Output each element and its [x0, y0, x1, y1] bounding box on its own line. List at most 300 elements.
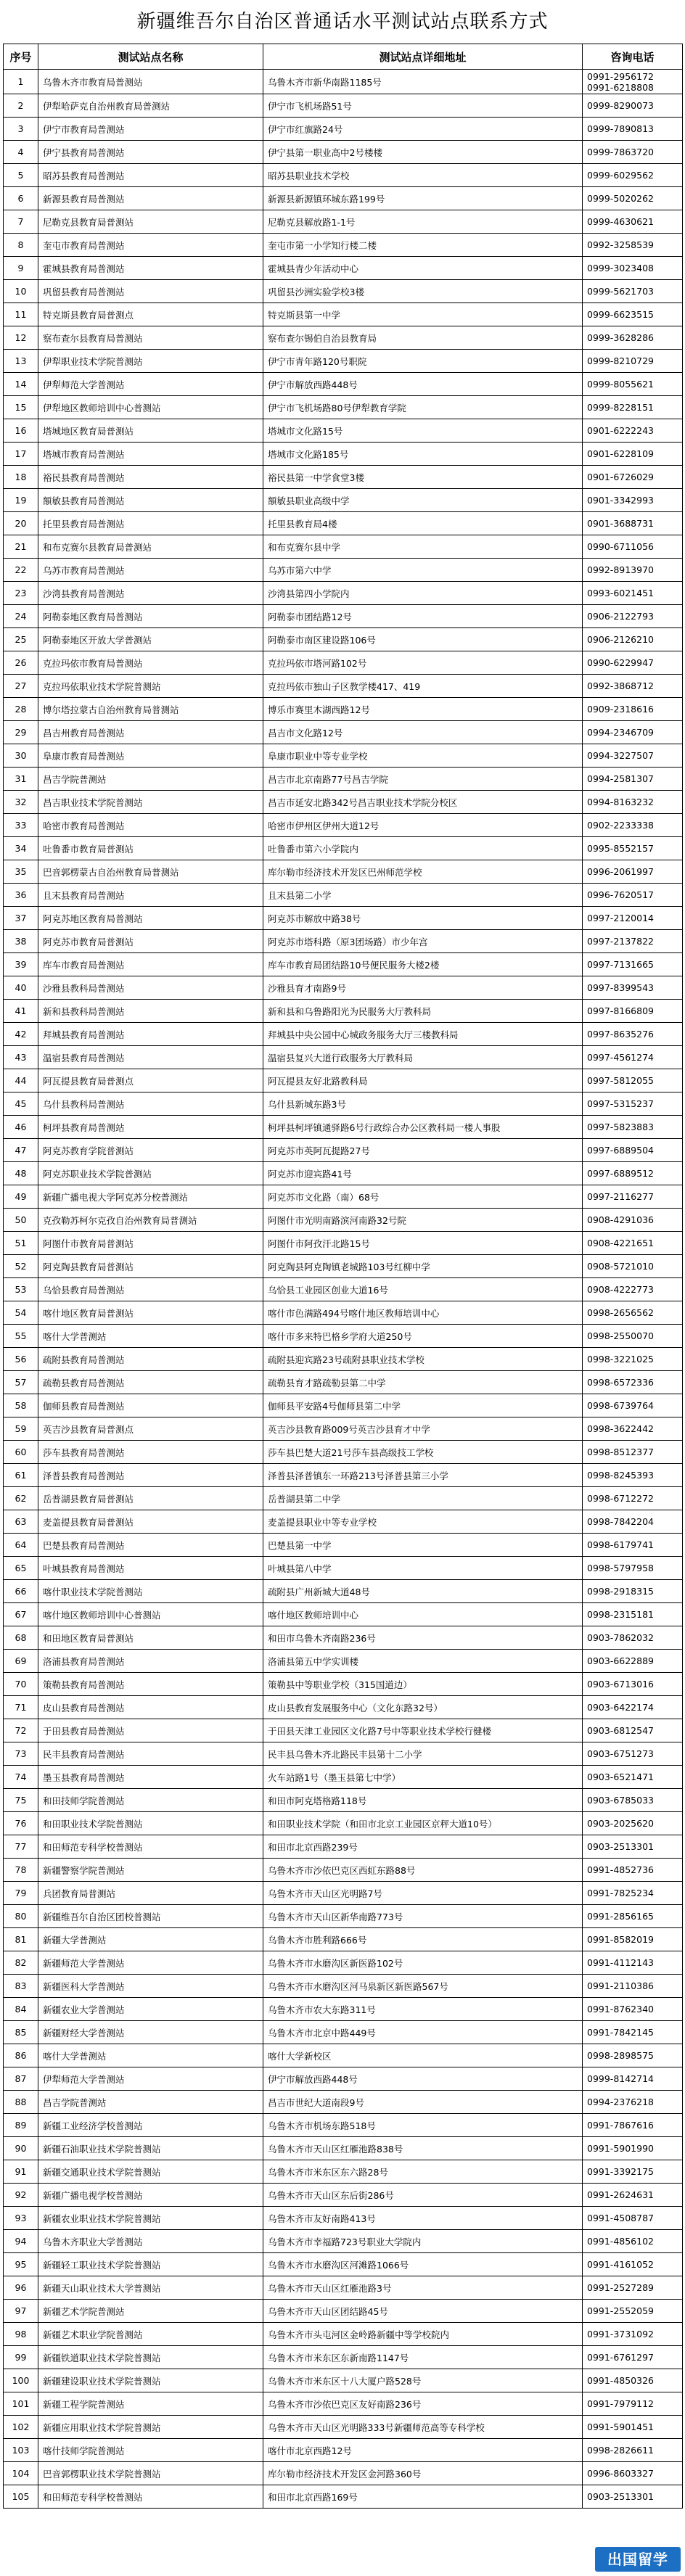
row-no-cell: 57 [4, 1371, 38, 1394]
row-phone-cell [583, 1255, 683, 1278]
row-no-cell: 65 [4, 1557, 38, 1580]
row-phone-cell [583, 1348, 683, 1371]
phone-number: 0997-8635276 [587, 1029, 654, 1040]
phone-number: 0999-8290073 [587, 100, 654, 111]
table-row [4, 1023, 683, 1046]
table-row [4, 1789, 683, 1812]
table-row [4, 1696, 683, 1719]
phone-number: 0991-5901451 [587, 2421, 654, 2432]
row-no-cell: 13 [4, 350, 38, 373]
phone-number: 0999-8210729 [587, 355, 654, 366]
row-phone-cell [583, 466, 683, 489]
row-phone-cell [583, 1580, 683, 1603]
table-row [4, 791, 683, 814]
row-no-cell: 60 [4, 1441, 38, 1464]
table-row [4, 1928, 683, 1951]
table-row [4, 884, 683, 907]
row-phone-cell [583, 2276, 683, 2300]
table-row [4, 141, 683, 164]
row-station-name-cell: 新疆石油职业技术学院普测站 [38, 2137, 263, 2160]
row-station-name-cell: 且末县教育局普测站 [38, 884, 263, 907]
row-station-address-cell: 巩留县沙洲实验学校3楼 [263, 280, 583, 303]
row-no-cell: 52 [4, 1255, 38, 1278]
table-row [4, 1371, 683, 1394]
row-phone-cell [583, 2346, 683, 2369]
row-station-address-cell: 库尔勒市经济技术开发区金河路360号 [263, 2462, 583, 2485]
row-no-cell: 67 [4, 1603, 38, 1626]
row-phone-cell [583, 1417, 683, 1441]
phone-number: 0991-3731092 [587, 2329, 654, 2340]
row-no-cell: 36 [4, 884, 38, 907]
row-phone-cell [583, 1232, 683, 1255]
table-row [4, 1209, 683, 1232]
phone-number: 0997-2120014 [587, 913, 654, 923]
row-no-cell: 4 [4, 141, 38, 164]
row-phone-cell [583, 791, 683, 814]
row-station-address-cell: 乌鲁木齐市胜利路666号 [263, 1928, 583, 1951]
phone-number: 0903-6812547 [587, 1725, 654, 1736]
table-row [4, 2091, 683, 2114]
row-station-name-cell: 阿瓦提县教育局普测点 [38, 1069, 263, 1092]
row-phone-cell [583, 2439, 683, 2462]
phone-number: 0998-6712272 [587, 1493, 654, 1504]
phone-number: 0994-2346709 [587, 727, 654, 738]
table-row [4, 1835, 683, 1859]
row-no-cell: 92 [4, 2184, 38, 2207]
table-row [4, 1510, 683, 1534]
row-no-cell: 21 [4, 535, 38, 559]
row-phone-cell [583, 2485, 683, 2509]
phone-number: 0903-6622889 [587, 1655, 654, 1666]
row-phone-cell [583, 1859, 683, 1882]
row-phone-cell [583, 1928, 683, 1951]
table-row [4, 1464, 683, 1487]
row-station-address-cell: 乌鲁木齐市水磨沟区新医路102号 [263, 1951, 583, 1975]
row-no-cell: 29 [4, 721, 38, 744]
row-station-address-cell: 塔城市文化路185号 [263, 443, 583, 466]
phone-number: 0998-5797958 [587, 1563, 654, 1573]
row-phone-cell [583, 94, 683, 118]
row-station-address-cell: 喀什市多来特巴格乡学府大道250号 [263, 1325, 583, 1348]
row-phone-cell [583, 257, 683, 280]
phone-number: 0902-2233338 [587, 820, 654, 831]
phone-number: 0906-2122793 [587, 611, 654, 622]
table-row [4, 1650, 683, 1673]
row-station-address-cell: 伊宁市解放西路448号 [263, 2067, 583, 2091]
table-row [4, 953, 683, 976]
row-no-cell: 7 [4, 210, 38, 234]
row-phone-cell [583, 1905, 683, 1928]
row-station-address-cell: 乌鲁木齐市北京中路449号 [263, 2021, 583, 2044]
phone-number: 0908-5721010 [587, 1261, 654, 1272]
row-phone-cell [583, 976, 683, 1000]
row-station-name-cell: 温宿县教育局普测站 [38, 1046, 263, 1069]
row-station-address-cell: 乌鲁木齐市农大东路311号 [263, 1998, 583, 2021]
row-phone-cell [583, 1719, 683, 1742]
row-station-name-cell: 乌什县教科局普测站 [38, 1092, 263, 1116]
table-row [4, 907, 683, 930]
row-no-cell: 95 [4, 2253, 38, 2276]
row-station-name-cell: 喀什大学普测站 [38, 2044, 263, 2067]
row-station-name-cell: 新源县教育局普测站 [38, 187, 263, 210]
phone-number: 0999-3628286 [587, 332, 654, 343]
row-no-cell: 72 [4, 1719, 38, 1742]
row-no-cell: 20 [4, 512, 38, 535]
phone-number: 0997-8166809 [587, 1005, 654, 1016]
row-phone-cell [583, 2230, 683, 2253]
phone-number: 0903-2513301 [587, 2491, 654, 2502]
phone-number: 0999-3023408 [587, 263, 654, 273]
row-phone-cell [583, 1742, 683, 1766]
row-no-cell: 71 [4, 1696, 38, 1719]
row-station-name-cell: 新疆警察学院普测站 [38, 1859, 263, 1882]
phone-number: 0998-6739764 [587, 1400, 654, 1411]
table-row [4, 698, 683, 721]
row-station-address-cell: 叶城县第八中学 [263, 1557, 583, 1580]
row-station-address-cell: 克拉玛依市独山子区教学楼417、419 [263, 675, 583, 698]
row-no-cell: 51 [4, 1232, 38, 1255]
row-station-address-cell: 乌鲁木齐市新华南路1185号 [263, 70, 583, 94]
row-no-cell: 23 [4, 582, 38, 605]
row-no-cell: 30 [4, 744, 38, 768]
row-station-address-cell: 吐鲁番市第六小学院内 [263, 837, 583, 860]
row-station-name-cell: 和田师范专科学校普测站 [38, 2485, 263, 2509]
table-row [4, 234, 683, 257]
phone-number: 0997-2137822 [587, 936, 654, 947]
phone-number: 0903-2025620 [587, 1818, 654, 1829]
row-station-name-cell: 阿克苏地区教育局普测站 [38, 907, 263, 930]
row-station-address-cell: 哈密市伊州区伊州大道12号 [263, 814, 583, 837]
table-row [4, 605, 683, 628]
row-station-name-cell: 岳普湖县教育局普测站 [38, 1487, 263, 1510]
row-phone-cell [583, 1301, 683, 1325]
row-phone-cell [583, 1069, 683, 1092]
table-row [4, 814, 683, 837]
row-station-name-cell: 新疆财经大学普测站 [38, 2021, 263, 2044]
row-station-address-cell: 火车站路1号（墨玉县第七中学） [263, 1766, 583, 1789]
row-station-address-cell: 巴楚县第一中学 [263, 1534, 583, 1557]
row-no-cell: 63 [4, 1510, 38, 1534]
row-station-address-cell: 乌鲁木齐市头屯河区金岭路新疆中等学校院内 [263, 2323, 583, 2346]
table-row [4, 1000, 683, 1023]
row-phone-cell [583, 1766, 683, 1789]
row-phone-cell [583, 1116, 683, 1139]
row-no-cell: 39 [4, 953, 38, 976]
row-station-address-cell: 乌苏市第六中学 [263, 559, 583, 582]
phone-number: 0901-6228109 [587, 448, 654, 459]
row-station-name-cell: 和田师范专科学校普测站 [38, 1835, 263, 1859]
table-row [4, 1162, 683, 1185]
row-station-name-cell: 阿勒泰地区教育局普测站 [38, 605, 263, 628]
phone-number: 0997-6889504 [587, 1145, 654, 1156]
table-row [4, 860, 683, 884]
table-row [4, 2369, 683, 2392]
phone-number: 0998-8245393 [587, 1470, 654, 1481]
table-row [4, 1673, 683, 1696]
row-station-name-cell: 裕民县教育局普测站 [38, 466, 263, 489]
table-row [4, 1092, 683, 1116]
row-station-name-cell: 尼勒克县教育局普测站 [38, 210, 263, 234]
phone-number: 0991-4508787 [587, 2213, 654, 2223]
table-row [4, 1325, 683, 1348]
row-phone-cell [583, 953, 683, 976]
row-station-address-cell: 乌鲁木齐市机场东路518号 [263, 2114, 583, 2137]
phone-number: 0991-8582019 [587, 1934, 654, 1945]
table-row [4, 1603, 683, 1626]
row-station-address-cell: 喀什地区教师培训中心 [263, 1603, 583, 1626]
row-station-name-cell: 克拉玛依市教育局普测站 [38, 651, 263, 675]
phone-number: 0995-8552157 [587, 843, 654, 854]
phone-number: 0903-7862032 [587, 1632, 654, 1643]
phone-number: 0997-5812055 [587, 1075, 654, 1086]
row-no-cell: 75 [4, 1789, 38, 1812]
row-no-cell: 42 [4, 1023, 38, 1046]
row-station-address-cell: 乌鲁木齐市天山区新华南路773号 [263, 1905, 583, 1928]
table-row [4, 1487, 683, 1510]
row-station-name-cell: 和田技师学院普测站 [38, 1789, 263, 1812]
row-no-cell: 74 [4, 1766, 38, 1789]
row-station-address-cell: 库车市教育局团结路10号便民服务大楼2楼 [263, 953, 583, 976]
table-row [4, 535, 683, 559]
table-row [4, 1905, 683, 1928]
row-phone-cell [583, 744, 683, 768]
row-station-name-cell: 塔城地区教育局普测站 [38, 419, 263, 443]
row-phone-cell [583, 2392, 683, 2416]
phone-number: 0998-3622442 [587, 1423, 654, 1434]
table-row [4, 744, 683, 768]
row-station-address-cell: 库尔勒市经济技术开发区巴州师范学校 [263, 860, 583, 884]
phone-number: 0996-7620517 [587, 889, 654, 900]
row-no-cell: 85 [4, 2021, 38, 2044]
row-station-name-cell: 阿克苏职业技术学院普测站 [38, 1162, 263, 1185]
phone-number: 0998-2550070 [587, 1330, 654, 1341]
row-no-cell: 97 [4, 2300, 38, 2323]
phone-number: 0903-6422174 [587, 1702, 654, 1713]
phone-number: 0999-4630621 [587, 216, 654, 227]
row-station-address-cell: 察布查尔锡伯自治县教育局 [263, 326, 583, 350]
row-station-address-cell: 洛浦县第五中学实训楼 [263, 1650, 583, 1673]
row-station-address-cell: 阿图什市光明南路滨河南路32号院 [263, 1209, 583, 1232]
row-no-cell: 6 [4, 187, 38, 210]
row-station-name-cell: 新疆艺术职业学院普测站 [38, 2323, 263, 2346]
phone-number: 0997-5823883 [587, 1122, 654, 1132]
row-station-name-cell: 巴音郭楞职业技术学院普测站 [38, 2462, 263, 2485]
phone-number: 0994-8163232 [587, 797, 654, 807]
phone-number: 0992-8913970 [587, 564, 654, 575]
row-station-name-cell: 吐鲁番市教育局普测站 [38, 837, 263, 860]
row-station-name-cell: 新疆艺术学院普测站 [38, 2300, 263, 2323]
table-row [4, 2184, 683, 2207]
phone-number: 0991-2624631 [587, 2189, 654, 2200]
row-station-address-cell: 皮山县教育发展服务中心（文化东路32号） [263, 1696, 583, 1719]
watermark-logo: 出国留学 [595, 2547, 681, 2572]
phone-number: 0997-5315237 [587, 1098, 654, 1109]
table-row [4, 1046, 683, 1069]
row-phone-cell [583, 1998, 683, 2021]
row-station-address-cell: 和田市北京西路239号 [263, 1835, 583, 1859]
row-station-address-cell: 伊宁县第一职业高中2号楼楼 [263, 141, 583, 164]
row-station-address-cell: 額敏县职业高级中学 [263, 489, 583, 512]
row-station-address-cell: 新源县新源镇环城东路199号 [263, 187, 583, 210]
row-station-address-cell: 乌鲁木齐市天山区光明路333号新疆师范高等专科学校 [263, 2416, 583, 2439]
row-station-name-cell: 皮山县教育局普测站 [38, 1696, 263, 1719]
row-no-cell: 81 [4, 1928, 38, 1951]
phone-number: 0997-4561274 [587, 1052, 654, 1063]
row-no-cell: 41 [4, 1000, 38, 1023]
row-station-address-cell: 阿克苏市英阿瓦提路27号 [263, 1139, 583, 1162]
table-row [4, 70, 683, 94]
row-station-address-cell: 乌鲁木齐市水磨沟区河马泉新区新医路567号 [263, 1975, 583, 1998]
table-row [4, 628, 683, 651]
phone-number: 0903-2513301 [587, 1841, 654, 1852]
row-station-name-cell: 洛浦县教育局普测站 [38, 1650, 263, 1673]
row-no-cell: 10 [4, 280, 38, 303]
phone-number: 0994-2376218 [587, 2096, 654, 2107]
row-phone-cell [583, 512, 683, 535]
phone-number: 0908-4221651 [587, 1238, 654, 1248]
header-station-name: 测试站点名称 [38, 44, 263, 70]
row-phone-cell [583, 1092, 683, 1116]
row-station-address-cell: 新和县和乌鲁路阳光为民服务大厅教科局 [263, 1000, 583, 1023]
row-no-cell: 87 [4, 2067, 38, 2091]
row-no-cell: 14 [4, 373, 38, 396]
row-no-cell: 34 [4, 837, 38, 860]
row-station-name-cell: 伊犁地区教师培训中心普测站 [38, 396, 263, 419]
row-station-address-cell: 且末县第二小学 [263, 884, 583, 907]
row-no-cell: 93 [4, 2207, 38, 2230]
phone-number: 0996-8603327 [587, 2468, 654, 2479]
row-phone-cell [583, 1603, 683, 1626]
row-station-address-cell: 疏附县迎宾路23号疏附县职业技术学校 [263, 1348, 583, 1371]
row-no-cell: 86 [4, 2044, 38, 2067]
phone-number: 0999-5621703 [587, 286, 654, 297]
row-station-name-cell: 和田职业技术学院普测站 [38, 1812, 263, 1835]
row-station-name-cell: 乌苏市教育局普测站 [38, 559, 263, 582]
phone-number: 0998-2918315 [587, 1586, 654, 1597]
row-phone-cell [583, 675, 683, 698]
phone-number: 0991-2856165 [587, 1911, 654, 1922]
table-row [4, 1116, 683, 1139]
row-station-address-cell: 伽师县平安路4号伽师县第二中学 [263, 1394, 583, 1417]
table-row [4, 419, 683, 443]
row-station-address-cell: 和田职业技术学院（和田市北京工业园区京秤大道10号） [263, 1812, 583, 1835]
row-no-cell: 9 [4, 257, 38, 280]
row-station-name-cell: 沙雅县教科局普测站 [38, 976, 263, 1000]
table-row [4, 559, 683, 582]
row-phone-cell [583, 930, 683, 953]
row-no-cell: 22 [4, 559, 38, 582]
row-no-cell: 84 [4, 1998, 38, 2021]
row-phone-cell [583, 768, 683, 791]
row-station-name-cell: 察布查尔县教育局普测站 [38, 326, 263, 350]
row-station-address-cell: 克拉玛依市塔河路102号 [263, 651, 583, 675]
table-row [4, 1882, 683, 1905]
table-row [4, 396, 683, 419]
header-no: 序号 [4, 44, 38, 70]
row-station-name-cell: 克拉玛依职业技术学院普测站 [38, 675, 263, 698]
row-phone-cell [583, 1626, 683, 1650]
row-station-address-cell: 昌吉市文化路12号 [263, 721, 583, 744]
phone-number: 0999-7890813 [587, 123, 654, 134]
row-station-name-cell: 伊犁师范大学普测站 [38, 373, 263, 396]
row-station-address-cell: 阿瓦提县友好北路教科局 [263, 1069, 583, 1092]
row-station-address-cell: 于田县天津工业园区文化路7号中等职业技术学校行健楼 [263, 1719, 583, 1742]
row-no-cell: 66 [4, 1580, 38, 1603]
row-no-cell: 49 [4, 1185, 38, 1209]
table-row [4, 1139, 683, 1162]
row-phone-cell [583, 350, 683, 373]
row-station-address-cell: 乌什县新城东路3号 [263, 1092, 583, 1116]
row-station-name-cell: 伽师县教育局普测站 [38, 1394, 263, 1417]
row-phone-cell [583, 2207, 683, 2230]
row-phone-cell [583, 118, 683, 141]
row-station-name-cell: 新疆轻工职业技术学院普测站 [38, 2253, 263, 2276]
contact-table [3, 44, 683, 2509]
row-phone-cell [583, 907, 683, 930]
row-station-name-cell: 新疆大学普测站 [38, 1928, 263, 1951]
table-row [4, 651, 683, 675]
row-no-cell: 104 [4, 2462, 38, 2485]
row-no-cell: 101 [4, 2392, 38, 2416]
row-phone-cell [583, 1394, 683, 1417]
row-station-address-cell: 岳普湖县第二中学 [263, 1487, 583, 1510]
row-no-cell: 58 [4, 1394, 38, 1417]
row-no-cell: 15 [4, 396, 38, 419]
phone-number: 0991-6218808 [587, 81, 654, 93]
row-no-cell: 61 [4, 1464, 38, 1487]
row-phone-cell [583, 489, 683, 512]
table-row [4, 1766, 683, 1789]
header-phone: 咨询电话 [583, 44, 683, 70]
row-station-address-cell: 乌恰县工业园区创业大道16号 [263, 1278, 583, 1301]
row-station-name-cell: 霍城县教育局普测站 [38, 257, 263, 280]
row-no-cell: 31 [4, 768, 38, 791]
row-phone-cell [583, 2160, 683, 2184]
row-station-name-cell: 乌鲁木齐职业大学普测站 [38, 2230, 263, 2253]
row-station-name-cell: 柯坪县教育局普测站 [38, 1116, 263, 1139]
row-station-address-cell: 乌鲁木齐市沙依巴克区友好南路236号 [263, 2392, 583, 2416]
row-station-address-cell: 和田市北京西路169号 [263, 2485, 583, 2509]
table-row [4, 1301, 683, 1325]
row-phone-cell [583, 280, 683, 303]
row-no-cell: 96 [4, 2276, 38, 2300]
row-no-cell: 53 [4, 1278, 38, 1301]
phone-number: 0903-6751273 [587, 1748, 654, 1759]
row-phone-cell [583, 721, 683, 744]
row-no-cell: 79 [4, 1882, 38, 1905]
row-station-name-cell: 喀什技师学院普测站 [38, 2439, 263, 2462]
row-phone-cell [583, 1557, 683, 1580]
row-phone-cell [583, 2323, 683, 2346]
phone-number: 0999-6029562 [587, 170, 654, 181]
row-station-address-cell: 乌鲁木齐市幸福路723号职业大学院内 [263, 2230, 583, 2253]
table-row [4, 489, 683, 512]
row-station-address-cell: 裕民县第一中学食堂3楼 [263, 466, 583, 489]
row-phone-cell [583, 396, 683, 419]
row-station-name-cell: 昌吉学院普测站 [38, 768, 263, 791]
row-station-name-cell: 阿克苏市教育局普测站 [38, 930, 263, 953]
row-no-cell: 45 [4, 1092, 38, 1116]
row-no-cell: 25 [4, 628, 38, 651]
row-phone-cell [583, 1209, 683, 1232]
row-station-name-cell: 新疆医科大学普测站 [38, 1975, 263, 1998]
row-station-name-cell: 新疆铁道职业技术学院普测站 [38, 2346, 263, 2369]
row-no-cell: 54 [4, 1301, 38, 1325]
row-phone-cell [583, 1510, 683, 1534]
table-row [4, 1185, 683, 1209]
row-station-name-cell: 民丰县教育局普测站 [38, 1742, 263, 1766]
row-station-address-cell: 特克斯县第一中学 [263, 303, 583, 326]
